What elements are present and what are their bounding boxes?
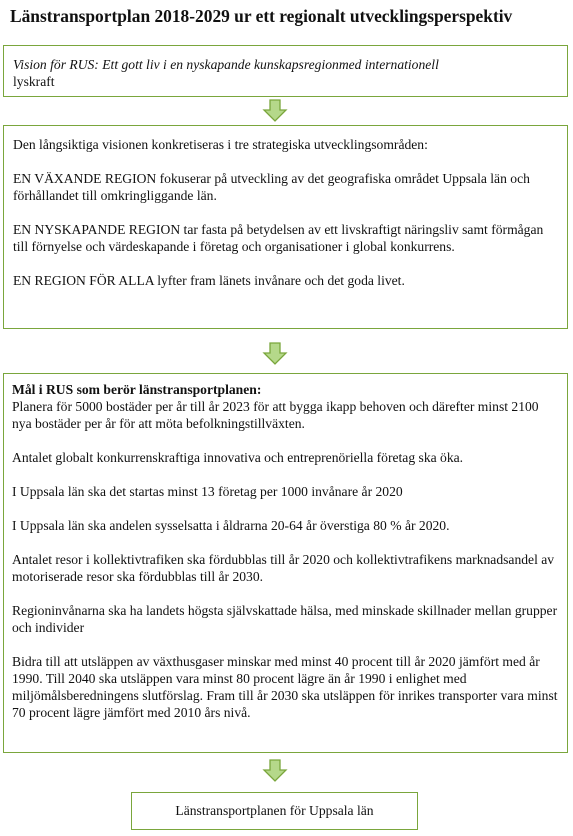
vision-statement-italic: Vision för RUS: Ett gott liv i en nyskapande kunskapsregionmed internationell: [13, 57, 439, 72]
goal-item: I Uppsala län ska det startas minst 13 företag per 1000 invånare år 2020: [12, 484, 403, 499]
final-plan-box: [131, 792, 418, 830]
page-title: Länstransportplan 2018-2029 ur ett regionalt utvecklingsperspektiv: [10, 6, 513, 26]
down-arrow-icon: [262, 342, 288, 366]
vision-statement-rest: lyskraft: [13, 74, 55, 89]
goal-item: Antalet resor i kollektivtrafiken ska fördubblas till år 2020 och kollektivtrafikens marknadsandel av motoriserade resor ska fördubblas till år 2030.: [12, 552, 555, 584]
vision-box: [3, 45, 568, 97]
goal-item: Planera för 5000 bostäder per år till år 2023 för att bygga ikapp behoven och därefter minst 2100 nya bostäder per år för att möta befolkningstillväxten.: [12, 399, 539, 431]
goals-box: [3, 373, 568, 753]
strategy-area-for-all: EN REGION FÖR ALLA lyfter fram länets invånare och det goda livet.: [13, 273, 405, 288]
strategies-intro: Den långsiktiga visionen konkretiseras i tre strategiska utvecklingsområden:: [13, 137, 428, 152]
goals-heading: Mål i RUS som berör länstransportplanen:: [12, 382, 262, 397]
goal-item: I Uppsala län ska andelen sysselsatta i åldrarna 20-64 år överstiga 80 % år 2020.: [12, 518, 450, 533]
down-arrow-icon: [262, 99, 288, 123]
strategy-area-growing: EN VÄXANDE REGION fokuserar på utveckling av det geografiska området Uppsala län och förhållandet till omkringliggande län.: [13, 171, 530, 203]
strategy-area-innovative: EN NYSKAPANDE REGION tar fasta på betydelsen av ett livskraftigt näringsliv samt förmågan till förnyelse och värdeskapande i företag och organisationer i global konkurrens.: [13, 222, 544, 254]
goal-item: Bidra till att utsläppen av växthusgaser minskar med minst 40 procent till år 2020 jämfört med år 1990. Till 2040 ska utsläppen vara minst 80 procent lägre än år 1990 i enlighet med miljömålsberedningens slutförslag. Fram till år 2030 ska utsläppen för inrikes transporter vara minst 70 procent lägre jämfört med 2010 års nivå.: [12, 654, 558, 720]
final-plan-label: Länstransportplanen för Uppsala län: [175, 803, 374, 818]
down-arrow-icon: [262, 759, 288, 783]
strategies-box: [3, 125, 568, 329]
goal-item: Antalet globalt konkurrenskraftiga innovativa och entreprenöriella företag ska öka.: [12, 450, 464, 465]
goal-item: Regioninvånarna ska ha landets högsta självskattade hälsa, med minskade skillnader mellan grupper och individer: [12, 603, 558, 635]
